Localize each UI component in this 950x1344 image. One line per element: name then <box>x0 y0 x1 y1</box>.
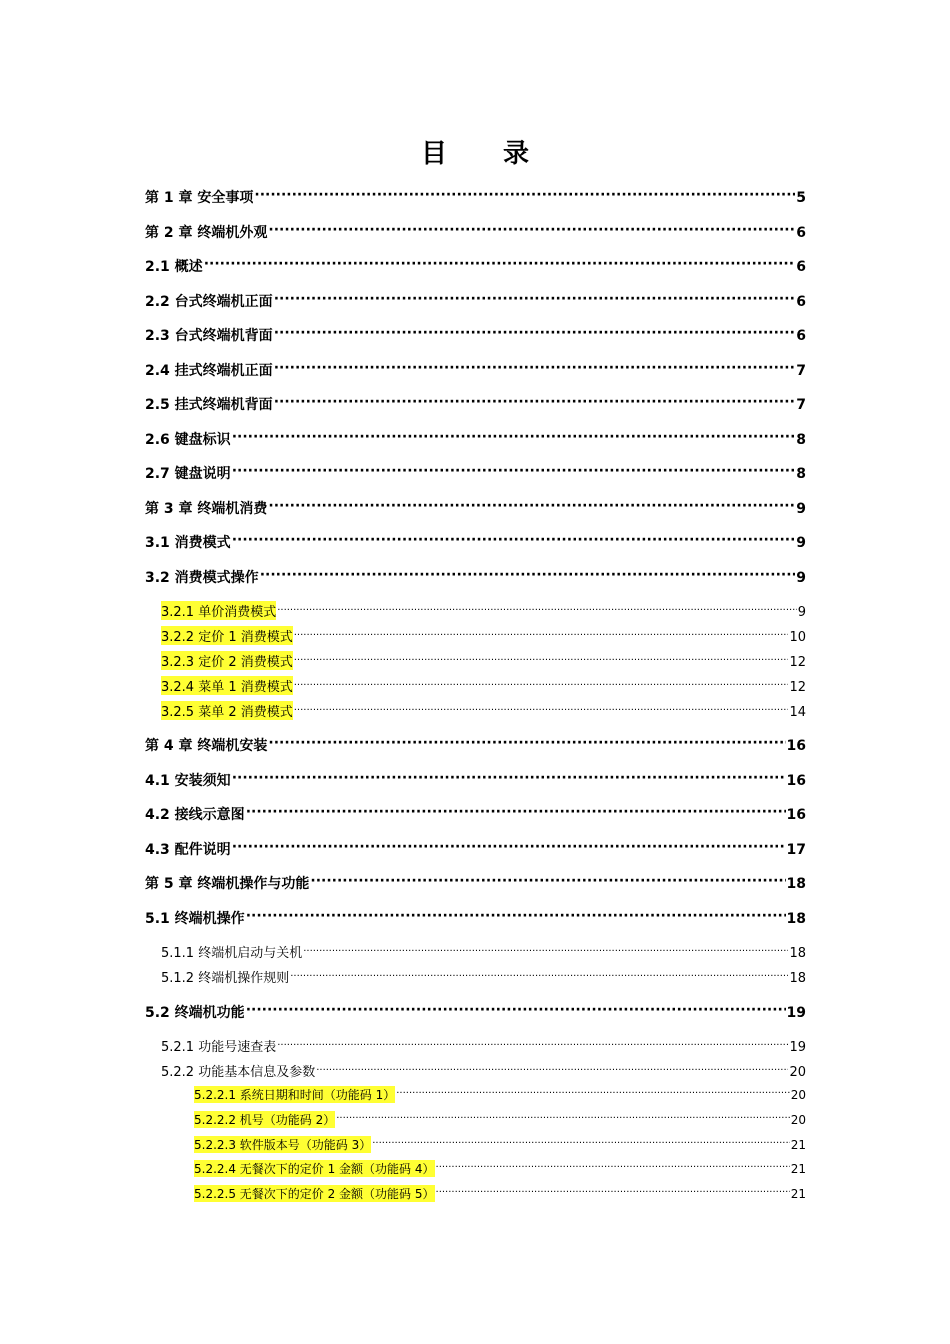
toc-entry-label: 4.2 接线示意图 <box>145 807 245 823</box>
toc-dot-leader <box>274 326 795 340</box>
toc-entry-label: 第 2 章 终端机外观 <box>145 225 268 241</box>
toc-dot-leader <box>268 499 795 513</box>
toc-page-number: 19 <box>786 1005 806 1021</box>
toc-entry-label: 3.2.1 单价消费模式 <box>161 601 276 620</box>
toc-dot-leader <box>254 188 795 202</box>
toc-page-number: 18 <box>789 946 806 961</box>
toc-dot-leader <box>436 1163 790 1173</box>
toc-entry[interactable] <box>145 463 806 483</box>
toc-entry[interactable] <box>145 1002 806 1022</box>
toc-dot-leader <box>246 1003 786 1017</box>
toc-dot-leader <box>232 533 795 547</box>
toc-entry[interactable] <box>161 942 806 961</box>
toc-page-number: 5 <box>796 190 806 206</box>
toc-entry-label: 5.2.2.1 系统日期和时间（功能码 1） <box>194 1088 396 1102</box>
toc-entry[interactable] <box>161 626 806 645</box>
toc-entry-label: 2.1 概述 <box>145 259 203 275</box>
toc-entry-label: 5.1.2 终端机操作规则 <box>161 971 290 986</box>
toc-dot-leader <box>310 874 785 888</box>
toc-entry[interactable] <box>194 1160 806 1177</box>
toc-entry-label: 3.2.3 定价 2 消费模式 <box>161 651 293 670</box>
toc-entry[interactable] <box>161 676 806 695</box>
toc-page-number: 6 <box>796 259 806 275</box>
toc-dot-leader <box>232 464 795 478</box>
toc-dot-leader <box>268 736 785 750</box>
toc-dot-leader <box>246 909 786 923</box>
page-title <box>0 133 950 170</box>
toc-dot-leader <box>316 1066 788 1076</box>
toc-entry-label: 2.5 挂式终端机背面 <box>145 397 273 413</box>
toc-page-number: 10 <box>789 630 806 645</box>
toc-dot-leader <box>303 947 788 957</box>
toc-entry[interactable] <box>145 770 806 790</box>
toc-dot-leader <box>246 805 786 819</box>
toc-entry-label: 2.2 台式终端机正面 <box>145 294 273 310</box>
toc-entry-label: 5.2.2 功能基本信息及参数 <box>161 1065 316 1080</box>
toc-entry-label: 3.2.4 菜单 1 消费模式 <box>161 676 293 695</box>
toc-entry-label: 第 4 章 终端机安装 <box>145 738 268 754</box>
toc-dot-leader <box>396 1089 789 1099</box>
toc-page-number: 18 <box>789 971 806 986</box>
toc-entry[interactable] <box>145 187 806 207</box>
toc-entry[interactable] <box>145 908 806 928</box>
toc-dot-leader <box>268 223 795 237</box>
toc-entry[interactable] <box>145 256 806 276</box>
toc-page-number: 14 <box>789 705 806 720</box>
toc-dot-leader <box>372 1139 789 1149</box>
toc-dot-leader <box>294 656 789 666</box>
toc-dot-leader <box>274 395 795 409</box>
toc-entry[interactable] <box>194 1136 806 1153</box>
toc-dot-leader <box>260 568 795 582</box>
toc-dot-leader <box>232 430 795 444</box>
toc-entry-label: 第 5 章 终端机操作与功能 <box>145 876 310 892</box>
toc-dot-leader <box>290 972 788 982</box>
toc-entry-label: 5.2.2.4 无餐次下的定价 1 金额（功能码 4） <box>194 1162 435 1176</box>
toc-entry[interactable] <box>145 532 806 552</box>
toc-entry[interactable] <box>145 839 806 859</box>
toc-entry[interactable] <box>145 873 806 893</box>
toc-page-number: 8 <box>796 432 806 448</box>
toc-dot-leader <box>336 1114 789 1124</box>
toc-entry-label: 5.2 终端机功能 <box>145 1005 245 1021</box>
toc-page-number: 20 <box>789 1065 806 1080</box>
toc-page-number: 9 <box>796 501 806 517</box>
toc-entry-label: 5.1.1 终端机启动与关机 <box>161 946 303 961</box>
toc-entry[interactable] <box>161 651 806 670</box>
toc-dot-leader <box>274 292 795 306</box>
toc-page-number: 8 <box>796 466 806 482</box>
toc-page-number: 20 <box>790 1088 806 1102</box>
toc-entry-label: 第 1 章 安全事项 <box>145 190 254 206</box>
toc-page-number: 7 <box>796 363 806 379</box>
toc-entry-label: 3.2 消费模式操作 <box>145 570 259 586</box>
toc-entry-label: 5.2.2.5 无餐次下的定价 2 金额（功能码 5） <box>194 1187 435 1201</box>
toc-entry-label: 3.1 消费模式 <box>145 535 231 551</box>
toc-page-number: 16 <box>786 738 806 754</box>
toc-entry-label: 2.4 挂式终端机正面 <box>145 363 273 379</box>
toc-page-number: 9 <box>797 605 806 620</box>
toc-page-number: 12 <box>789 655 806 670</box>
toc-page-number: 6 <box>796 294 806 310</box>
toc-page-number: 16 <box>786 773 806 789</box>
toc-entry[interactable] <box>161 1061 806 1080</box>
toc-page-number: 6 <box>796 225 806 241</box>
toc-entry[interactable] <box>194 1185 806 1202</box>
toc-page-number: 19 <box>789 1040 806 1055</box>
toc-page-number: 17 <box>786 842 806 858</box>
toc-page-number: 9 <box>796 535 806 551</box>
toc-page-number: 18 <box>786 911 806 927</box>
toc-entry[interactable] <box>145 360 806 380</box>
toc-entry[interactable] <box>161 601 806 620</box>
toc-entry-label: 3.2.5 菜单 2 消费模式 <box>161 701 293 720</box>
toc-entry-label: 2.7 键盘说明 <box>145 466 231 482</box>
title-right: 录 <box>503 139 530 169</box>
toc-entry[interactable] <box>145 735 806 755</box>
toc-entry-label: 3.2.2 定价 1 消费模式 <box>161 626 293 645</box>
toc-entry[interactable] <box>145 804 806 824</box>
toc-entry-label: 2.3 台式终端机背面 <box>145 328 273 344</box>
toc-dot-leader <box>277 1041 788 1051</box>
toc-entry[interactable] <box>145 429 806 449</box>
toc-entry-label: 4.1 安装须知 <box>145 773 231 789</box>
title-left: 目 <box>420 139 447 169</box>
toc-entry[interactable] <box>194 1111 806 1128</box>
toc-dot-leader <box>294 631 789 641</box>
toc-entry-label: 4.3 配件说明 <box>145 842 231 858</box>
toc-page-number: 6 <box>796 328 806 344</box>
toc-entry[interactable] <box>145 498 806 518</box>
toc-page-number: 12 <box>789 680 806 695</box>
toc-entry-label: 2.6 键盘标识 <box>145 432 231 448</box>
toc-dot-leader <box>204 257 795 271</box>
toc-entry[interactable] <box>145 325 806 345</box>
toc-dot-leader <box>232 840 786 854</box>
toc-entry[interactable] <box>161 701 806 720</box>
toc-page-number: 7 <box>796 397 806 413</box>
toc-page-number: 20 <box>790 1113 806 1127</box>
toc-entry-label: 第 3 章 终端机消费 <box>145 501 268 517</box>
toc-entry-label: 5.2.2.2 机号（功能码 2） <box>194 1113 336 1127</box>
toc-page-number: 21 <box>790 1162 806 1176</box>
toc-entry[interactable] <box>145 291 806 311</box>
toc-entry[interactable] <box>145 567 806 587</box>
toc-dot-leader <box>436 1188 790 1198</box>
toc-entry[interactable] <box>145 394 806 414</box>
toc-page-number: 9 <box>796 570 806 586</box>
toc-page-number: 18 <box>786 876 806 892</box>
toc-dot-leader <box>232 771 786 785</box>
toc-entry[interactable] <box>145 222 806 242</box>
toc-dot-leader <box>294 681 789 691</box>
toc-dot-leader <box>274 361 795 375</box>
toc-entry[interactable] <box>161 1036 806 1055</box>
toc-page-number: 21 <box>790 1138 806 1152</box>
toc-dot-leader <box>294 706 789 716</box>
toc-page-number: 16 <box>786 807 806 823</box>
toc-entry-label: 5.1 终端机操作 <box>145 911 245 927</box>
toc-entry-label: 5.2.1 功能号速查表 <box>161 1040 277 1055</box>
toc-entry[interactable] <box>161 967 806 986</box>
toc-entry-label: 5.2.2.3 软件版本号（功能码 3） <box>194 1138 372 1152</box>
toc-entry[interactable] <box>194 1086 806 1103</box>
toc-dot-leader <box>277 606 797 616</box>
toc-page-number: 21 <box>790 1187 806 1201</box>
